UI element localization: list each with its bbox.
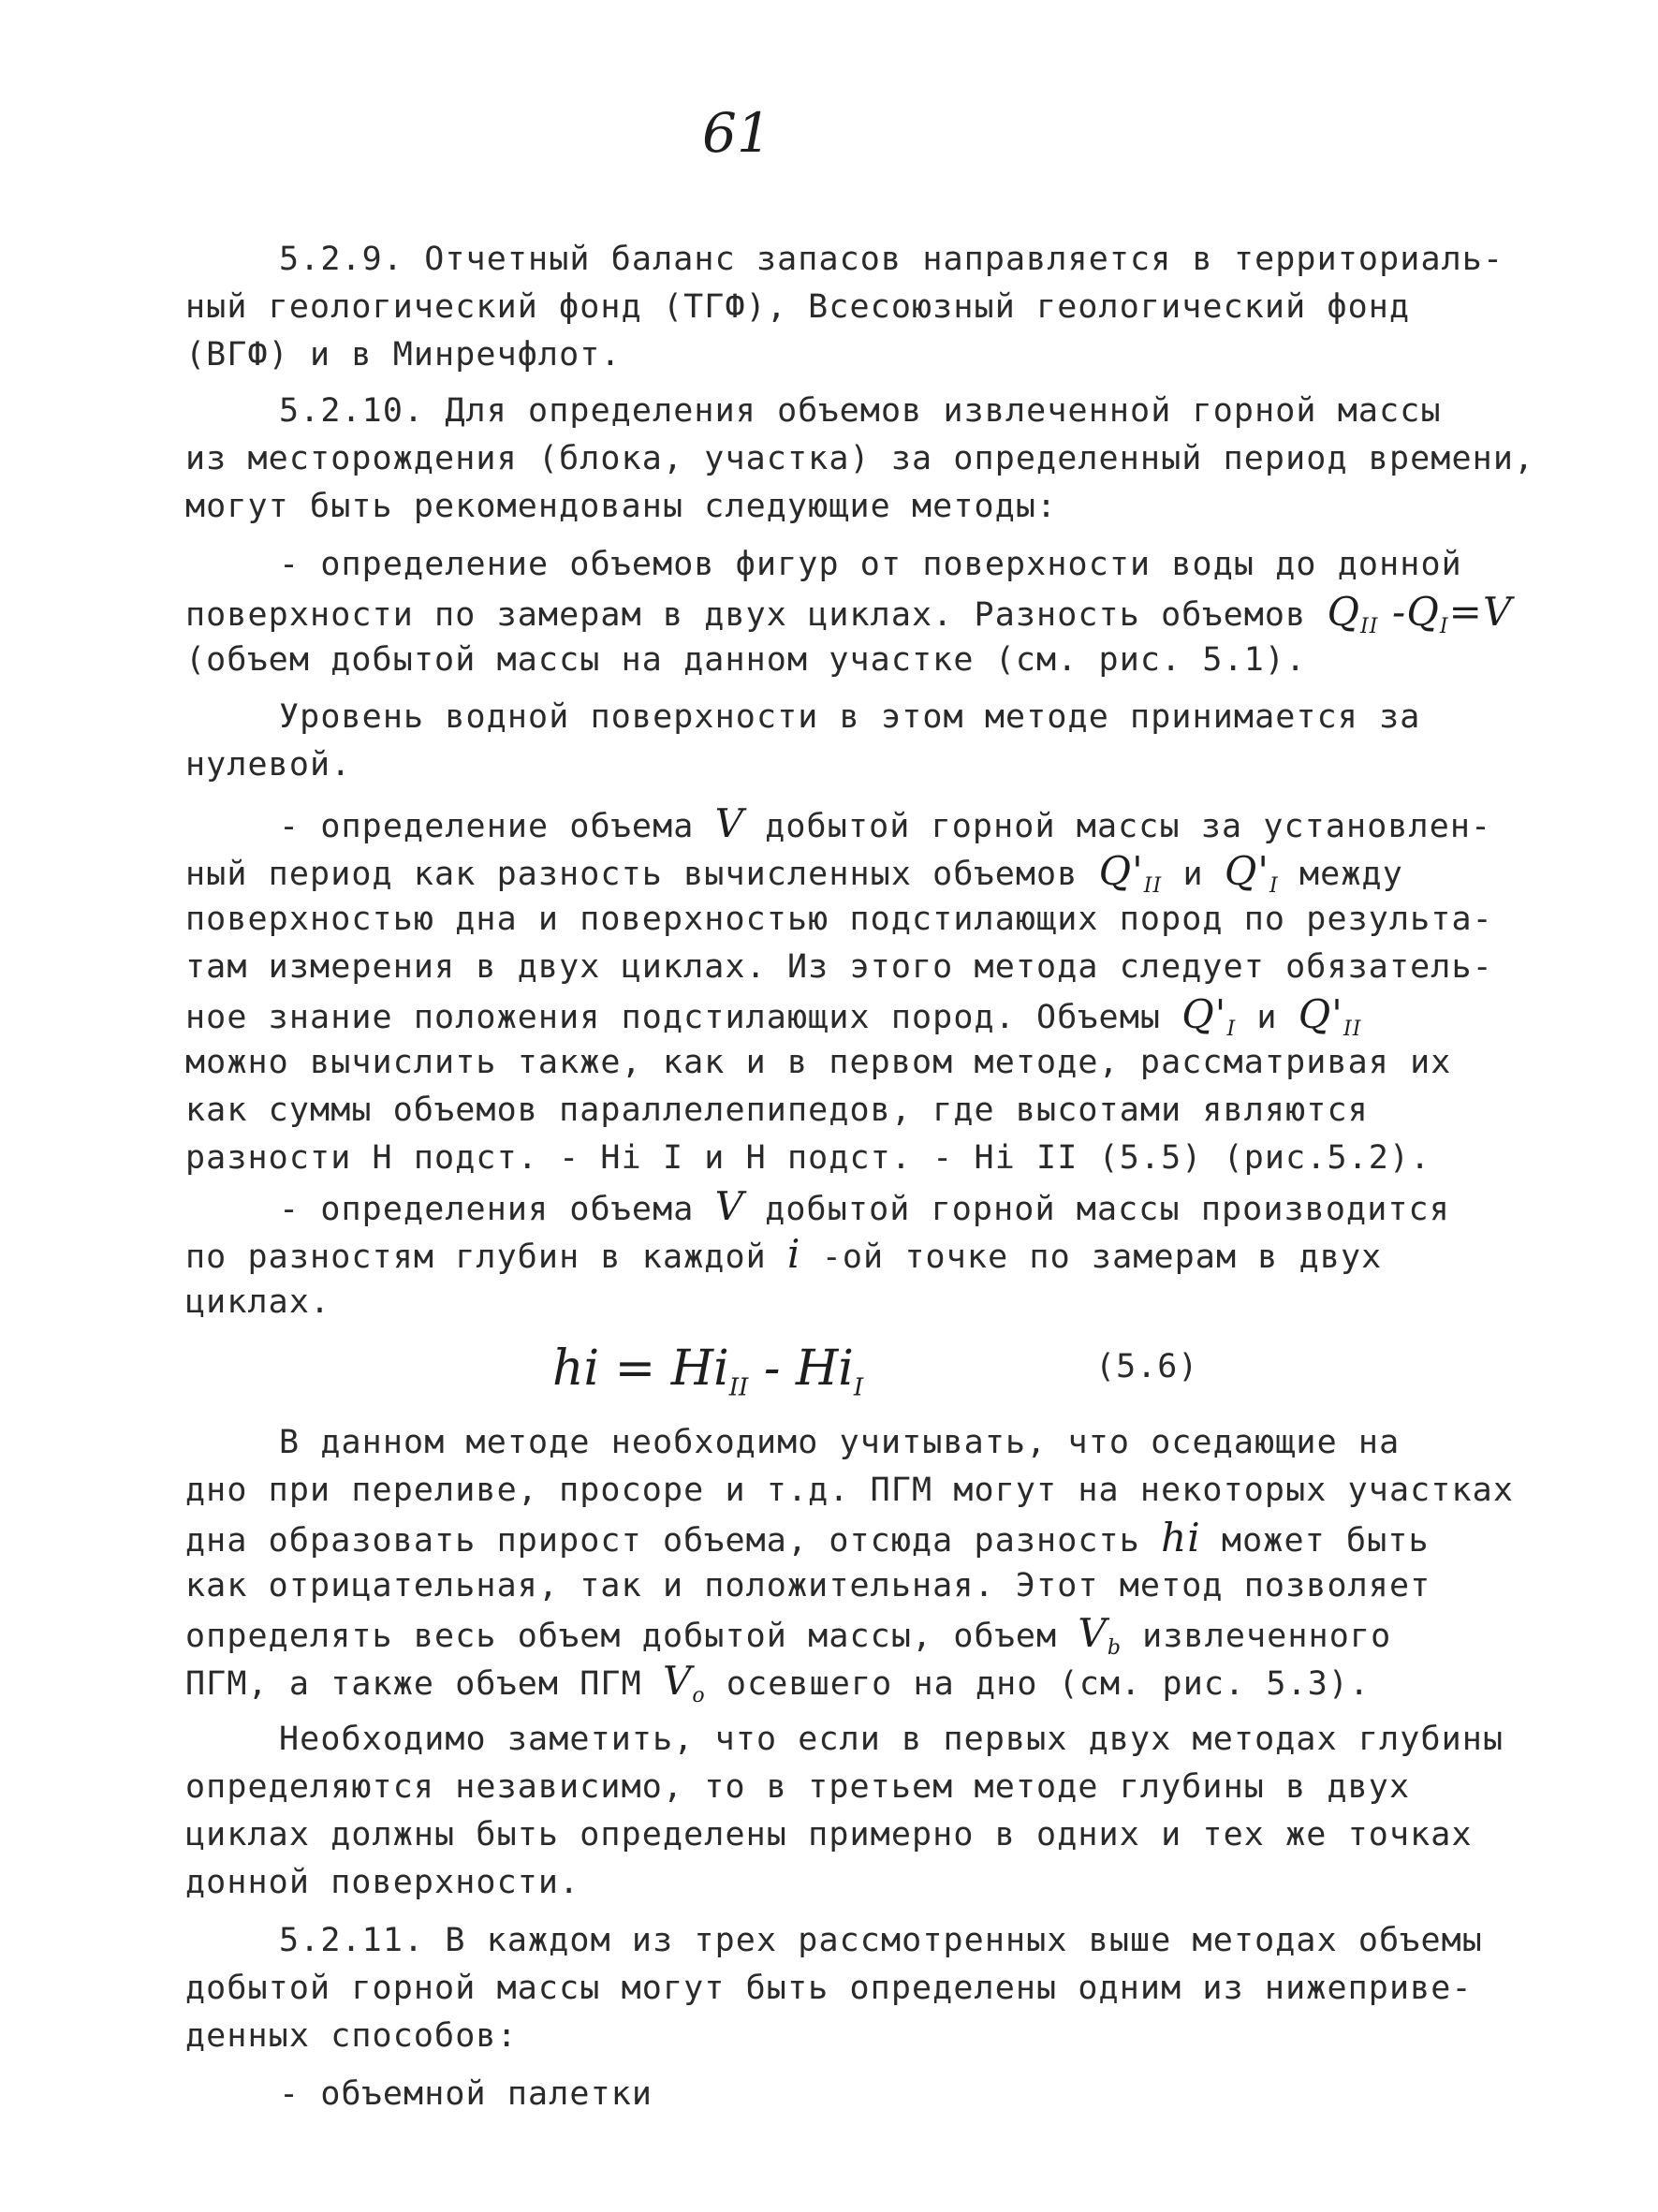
text-line: - определение объема V добытой горной массы за установлен-: [279, 800, 1492, 846]
text-line: определяются независимо, то в третьем методе глубины в двух: [185, 1768, 1411, 1806]
text-line: 5.2.10. Для определения объемов извлеченной горной массы: [279, 392, 1442, 430]
text-line: 5.2.9. Отчетный баланс запасов направляется в территориаль-: [279, 241, 1504, 278]
text-line: (ВГФ) и в Минречфлот.: [185, 336, 622, 374]
text-line: определять весь объем добытой массы, объем $V_b$ извлеченного: [185, 1610, 1392, 1660]
text-line: - определение объемов фигур от поверхности воды до донной: [279, 546, 1462, 583]
text-line: поверхностью дна и поверхностью подстилающих пород по результа-: [185, 901, 1493, 938]
text-line: как отрицательная, так и положительная. Этот метод позволяет: [185, 1567, 1431, 1604]
text-line: по разностям глубин в каждой i -ой точке по замерам в двух: [185, 1231, 1383, 1277]
text-line: донной поверхности.: [185, 1864, 580, 1901]
text-line: из месторождения (блока, участка) за определенный период времени,: [185, 440, 1535, 477]
text-line: дна образовать прирост объема, отсюда разность hi может быть: [185, 1515, 1430, 1560]
text-line: как суммы объемов параллелепипедов, где высотами являются: [185, 1091, 1369, 1129]
text-line: ный геологический фонд (ТГФ), Всесоюзный геологический фонд: [185, 288, 1411, 326]
text-line: В данном методе необходимо учитывать, что оседающие на: [279, 1424, 1401, 1461]
text-line: добытой горной массы могут быть определены одним из нижеприве-: [185, 1970, 1473, 2007]
page-number: 61: [702, 101, 771, 165]
text-line: - объемной палетки: [279, 2075, 653, 2113]
text-line: - определения объема V добытой горной массы производится: [279, 1183, 1450, 1229]
text-line: Необходимо заметить, что если в первых двух методах глубины: [279, 1721, 1504, 1758]
text-line: дно при переливе, просоре и т.д. ПГМ могут на некоторых участках: [185, 1472, 1514, 1509]
equation-number: (5.6): [1095, 1348, 1199, 1385]
text-line: (объем добытой массы на данном участке (см. рис. 5.1).: [185, 641, 1307, 679]
text-line: денных способов:: [185, 2017, 518, 2055]
text-line: можно вычислить также, как и в первом методе, рассматривая их: [185, 1044, 1452, 1081]
text-line: поверхности по замерам в двух циклах. Разность объемов $Q_{II}$ $-Q_I=V$: [185, 589, 1513, 638]
text-line: могут быть рекомендованы следующие методы:: [185, 488, 1058, 525]
text-line: 5.2.11. В каждом из трех рассмотренных выше методах объемы: [279, 1922, 1483, 1959]
text-line: циклах.: [185, 1283, 331, 1321]
text-line: нулевой.: [185, 746, 352, 784]
text-line: Уровень водной поверхности в этом методе принимается за: [279, 698, 1421, 736]
text-line: разности Н подст. - Нi I и Н подст. - Нi II (5.5) (рис.5.2).: [185, 1139, 1431, 1177]
text-line: ное знание положения подстилающих пород. Объемы $Q'_I$ и $Q'_{II}$: [185, 991, 1362, 1041]
text-line: там измерения в двух циклах. Из этого метода следует обязатель-: [185, 948, 1493, 986]
text-line: ПГМ, а также объем ПГМ $V_o$ осевшего на дно (см. рис. 5.3).: [185, 1658, 1371, 1707]
text-line: циклах должны быть определены примерно в одних и тех же точках: [185, 1816, 1473, 1853]
text-line: ный период как разность вычисленных объемов $Q'_{II}$ и $Q'_I$ между: [185, 848, 1403, 898]
equation-5-6: hi = $Hi_{II} - Hi_I$: [552, 1340, 864, 1402]
